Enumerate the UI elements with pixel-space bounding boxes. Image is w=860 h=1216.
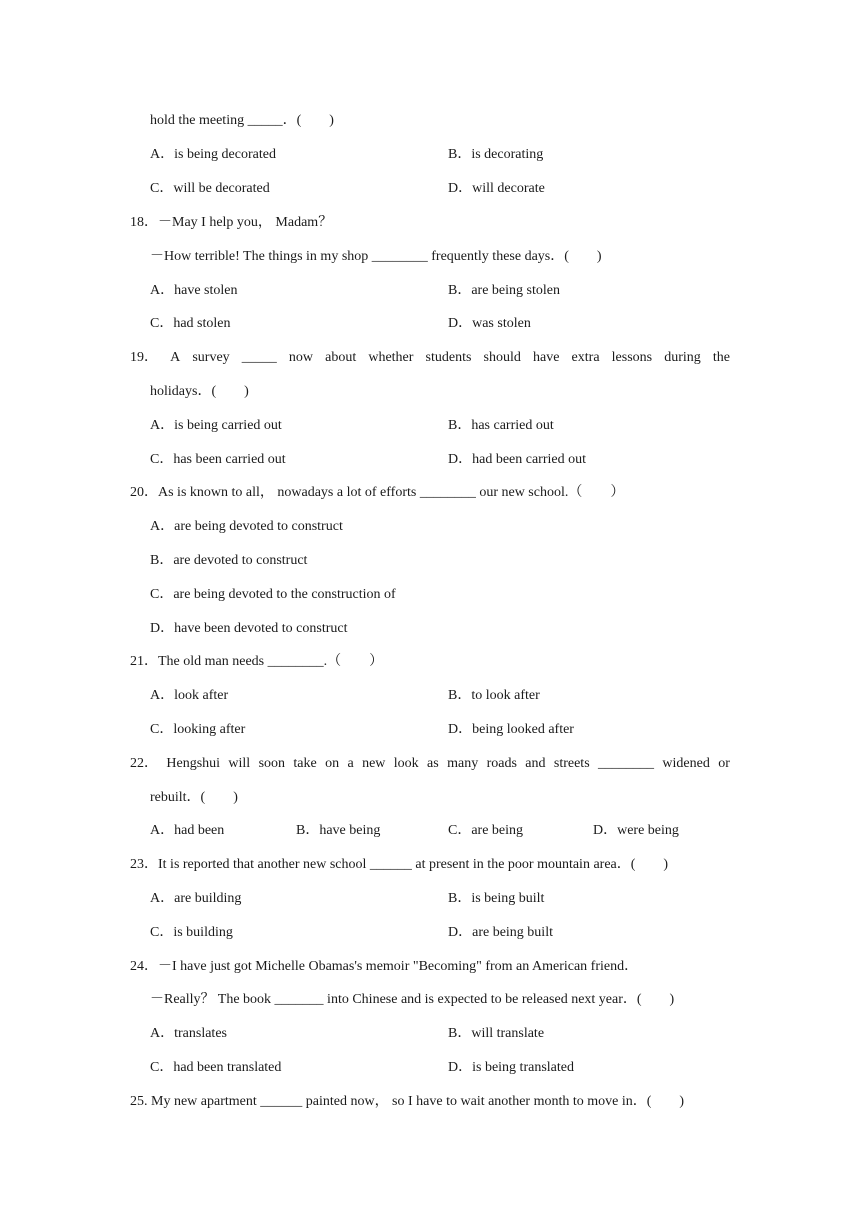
option-21-a: A．look after [150,688,229,703]
option-18-c: C．had stolen [150,316,231,331]
question-23: 23．It is reported that another new school ______ at present in the poor mountain area．( ) [130,857,669,872]
option-23-d: D．are being built [448,925,553,940]
q19-word: have [533,350,560,365]
q19-word: the [712,350,730,365]
option-20-b: B．are devoted to construct [150,553,308,568]
option-24-a: A．translates [150,1026,227,1041]
question-20: 20．As is known to all， nowadays a lot of efforts ________ our new school.（ ） [130,485,625,500]
option-21-c: C．looking after [150,722,246,737]
option-17-c: C．will be decorated [150,181,270,196]
option-19-d: D．had been carried out [448,452,586,467]
q19-word: 19． [130,350,158,365]
question-22-continuation: rebuilt．( ) [150,790,238,805]
option-20-c: C．are being devoted to the construction of [150,587,396,602]
q19-word: now [288,350,314,365]
option-18-b: B．are being stolen [448,283,560,298]
q22-word: or [718,756,730,771]
q22-word: ________ [598,756,655,771]
option-20-a: A．are being devoted to construct [150,519,343,534]
q22-word: take [293,756,317,771]
q22-word: and [525,756,546,771]
question-19-continuation: holidays．( ) [150,384,249,399]
option-24-c: C．had been translated [150,1060,282,1075]
q22-word: 22． [130,756,158,771]
question-18: 18．－May I help you， Madam？ [130,215,333,230]
q19-word: _____ [241,350,277,365]
option-22-b: B．have being [296,823,381,838]
question-25: 25. My new apartment ______ painted now， so I have to wait another month to move in．( ) [130,1094,685,1109]
q22-word: many [447,756,479,771]
q22-word: on [325,756,340,771]
q22-word: streets [553,756,590,771]
q22-word: look [393,756,419,771]
q22-word: as [427,756,439,771]
option-23-a: A．are building [150,891,242,906]
option-21-b: B．to look after [448,688,540,703]
q22-word: a [347,756,354,771]
question-19 [130,348,730,368]
q22-word: roads [486,756,517,771]
option-20-d: D．have been devoted to construct [150,621,348,636]
option-17-b: B．is decorating [448,147,544,162]
option-21-d: D．being looked after [448,722,574,737]
q22-word: widened [662,756,710,771]
q22-word: soon [258,756,286,771]
q22-word: will [228,756,251,771]
q19-word: A [170,350,181,365]
option-18-a: A．have stolen [150,283,238,298]
option-23-b: B．is being built [448,891,545,906]
option-22-d: D．were being [593,823,679,838]
question-21: 21．The old man needs ________.（ ） [130,654,384,669]
q22-word: new [362,756,386,771]
q19-word: survey [192,350,230,365]
option-23-c: C．is building [150,925,233,940]
option-22-c: C．are being [448,823,524,838]
option-19-b: B．has carried out [448,418,554,433]
q22-word: Hengshui [166,756,221,771]
option-17-d: D．will decorate [448,181,545,196]
q19-word: lessons [611,350,653,365]
question-22 [130,754,730,774]
option-24-b: B．will translate [448,1026,545,1041]
option-19-c: C．has been carried out [150,452,286,467]
q19-word: during [664,350,701,365]
question-17-continuation: hold the meeting _____．( ) [150,113,334,128]
q19-word: whether [368,350,414,365]
option-19-a: A．is being carried out [150,418,282,433]
option-17-a: A．is being decorated [150,147,276,162]
q19-word: extra [571,350,600,365]
question-24: 24．－I have just got Michelle Obamas's memoir "Becoming" from an American friend． [130,959,639,974]
question-24-continuation: －Really？ The book _______ into Chinese and is expected to be released next year．( ) [150,992,675,1007]
option-22-a: A．had been [150,823,225,838]
question-18-continuation: －How terrible! The things in my shop ________ frequently these days．( ) [150,249,602,264]
q19-word: should [483,350,521,365]
q19-word: students [425,350,472,365]
q19-word: about [325,350,357,365]
option-24-d: D．is being translated [448,1060,574,1075]
option-18-d: D．was stolen [448,316,531,331]
